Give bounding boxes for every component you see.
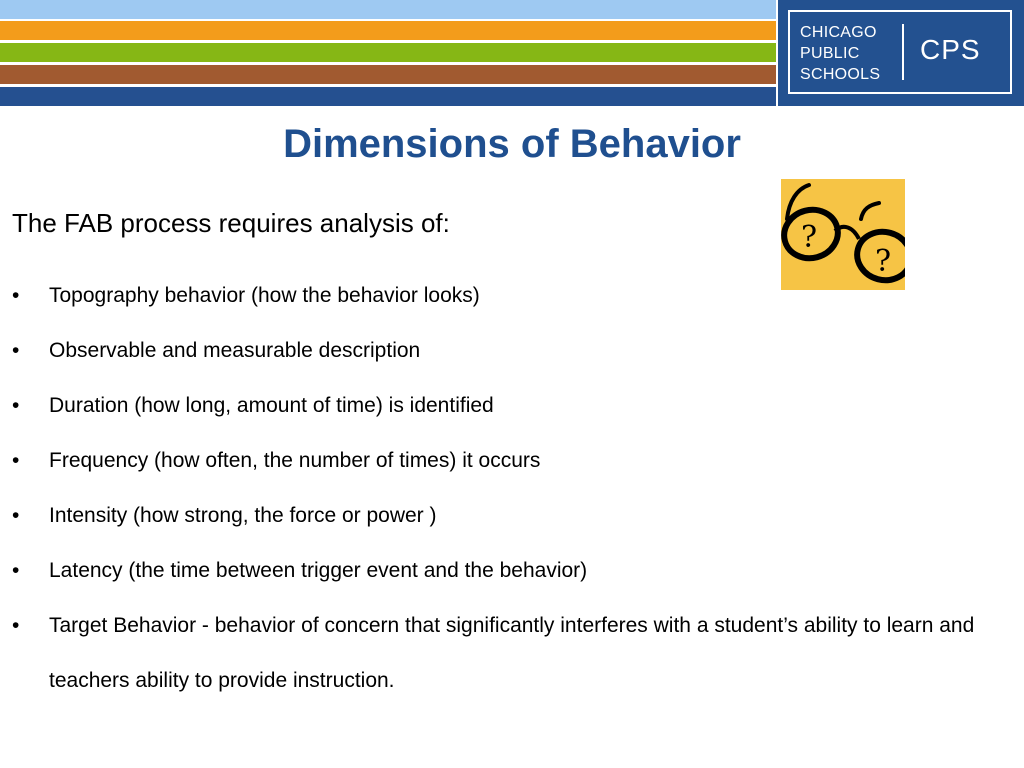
logo-frame xyxy=(788,10,1012,94)
bullet-text: Observable and measurable description xyxy=(49,339,421,362)
stripe-navy xyxy=(0,87,776,106)
list-item xyxy=(12,378,1012,433)
stripe-brown xyxy=(0,65,776,84)
logo-line-2: PUBLIC xyxy=(800,45,860,62)
list-item xyxy=(12,323,1012,378)
bullet-list xyxy=(12,268,1012,708)
bullet-dot: • xyxy=(12,284,20,307)
bullet-text: Topography behavior (how the behavior looks) xyxy=(49,284,480,307)
logo-wordmark xyxy=(800,22,880,85)
slide-title: Dimensions of Behavior xyxy=(283,122,741,166)
logo-line-3: SCHOOLS xyxy=(800,66,881,83)
list-item xyxy=(12,543,1012,598)
bullet-text: Duration (how long, amount of time) is identified xyxy=(49,394,494,417)
question-mark-right: ? xyxy=(875,244,892,279)
bullet-dot: • xyxy=(12,449,20,472)
bullet-dot: • xyxy=(12,339,20,362)
bullet-dot: • xyxy=(12,559,20,582)
bullet-text: Target Behavior - behavior of concern that significantly interferes with a student’s ability to learn and teachers ability to provide instruction. xyxy=(49,614,975,692)
logo-line-1: CHICAGO xyxy=(800,24,877,41)
header-stripes xyxy=(0,0,776,106)
list-item xyxy=(12,268,1012,323)
intro-text: The FAB process requires analysis of: xyxy=(12,208,450,238)
bullet-text: Latency (the time between trigger event and the behavior) xyxy=(49,559,588,582)
list-item xyxy=(12,598,1012,708)
bullet-dot: • xyxy=(12,614,20,637)
question-mark-left: ? xyxy=(801,220,818,255)
list-item xyxy=(12,433,1012,488)
bullet-dot: • xyxy=(12,394,20,417)
stripe-light-blue xyxy=(0,0,776,19)
stripe-green xyxy=(0,43,776,62)
list-item xyxy=(12,488,1012,543)
stripe-orange xyxy=(0,21,776,40)
logo-divider xyxy=(902,24,904,80)
bullet-dot: • xyxy=(12,504,20,527)
bullet-text: Frequency (how often, the number of times) it occurs xyxy=(49,449,541,472)
bullet-text: Intensity (how strong, the force or power ) xyxy=(49,504,437,527)
logo-abbreviation: CPS xyxy=(920,34,981,65)
cps-logo xyxy=(778,0,1024,106)
